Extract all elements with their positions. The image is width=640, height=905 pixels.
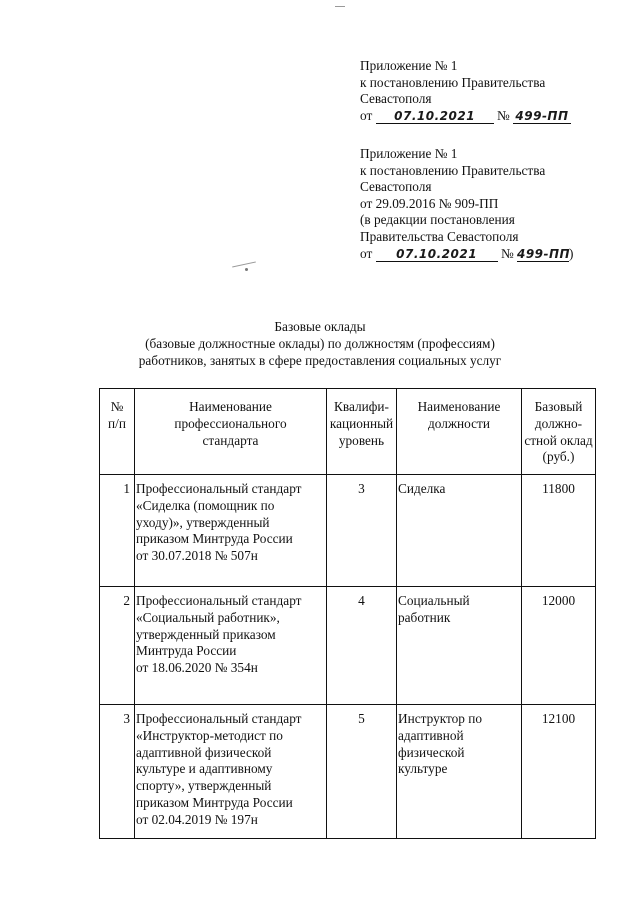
date-prefix: от: [360, 245, 373, 261]
closing-paren: ): [568, 245, 574, 261]
appendix-title: Приложение № 1: [360, 146, 458, 161]
header-standard: Наименование профессионального стандарта: [135, 389, 327, 475]
header-level: Квалифи- кационный уровень: [327, 389, 397, 475]
document-heading: [120, 318, 520, 369]
date-prefix: от: [360, 107, 373, 123]
handwritten-date: 07.10.2021: [376, 109, 494, 124]
row-number: 3: [100, 705, 135, 839]
header-position: Наименование должности: [397, 389, 522, 475]
header-salary: Базовый должно- стной оклад (руб.): [522, 389, 596, 475]
row-salary: 12000: [522, 587, 596, 705]
appendix-reference-city: Севастополя: [360, 91, 432, 107]
heading-line-2: (базовые должностные оклады) по должностям (профессиям): [145, 336, 495, 351]
appendix-date-line: [360, 108, 571, 125]
row-salary: 11800: [522, 475, 596, 587]
row-standard: Профессиональный стандарт «Инструктор-методист по адаптивной физической культуре и адаптивному спорту», утвержденный приказом Минтруда России от 02.04.2019 № 197н: [135, 705, 327, 839]
row-salary: 12100: [522, 705, 596, 839]
row-position: Сиделка: [397, 475, 522, 587]
appendix-original-date: от 29.09.2016 № 909-ПП: [360, 195, 499, 211]
row-standard: Профессиональный стандарт «Сиделка (помощник по уходу)», утвержденный приказом Минтруда России от 30.07.2018 № 507н: [135, 475, 327, 587]
row-level: 4: [327, 587, 397, 705]
row-number: 2: [100, 587, 135, 705]
appendix-reference: к постановлению Правительства: [360, 74, 546, 90]
appendix-reference-city: Севастополя: [360, 179, 432, 195]
handwritten-number: 499-ПП: [516, 246, 571, 261]
appendix-reference: к постановлению Правительства: [360, 162, 546, 178]
header-number: № п/п: [100, 389, 135, 475]
scan-artifact: [232, 262, 256, 268]
table-row: [100, 587, 596, 705]
handwritten-date: 07.10.2021: [376, 247, 498, 262]
appendix-revision-note: (в редакции постановления: [360, 212, 515, 228]
table-row: [100, 705, 596, 839]
row-position: Инструктор по адаптивной физической культуре: [397, 705, 522, 839]
salary-table: [99, 388, 596, 839]
heading-line-1: Базовые оклады: [274, 319, 366, 334]
appendix-date-line: [360, 246, 573, 263]
row-number: 1: [100, 475, 135, 587]
row-level: 5: [327, 705, 397, 839]
row-level: 3: [327, 475, 397, 587]
scan-artifact: [245, 268, 248, 271]
handwritten-number: 499-ПП: [513, 109, 571, 124]
table-row: [100, 475, 596, 587]
row-position: Социальный работник: [397, 587, 522, 705]
appendix-block-original: [360, 146, 573, 262]
number-prefix: №: [496, 107, 510, 123]
appendix-revision-authority: Правительства Севастополя: [360, 228, 519, 244]
scan-artifact: [335, 6, 345, 7]
heading-line-3: работников, занятых в сфере предоставления социальных услуг: [138, 353, 502, 368]
appendix-block-current: [360, 58, 571, 124]
table-header-row: [100, 389, 596, 475]
row-standard: Профессиональный стандарт «Социальный работник», утвержденный приказом Минтруда России от 18.06.2020 № 354н: [135, 587, 327, 705]
appendix-title: Приложение № 1: [360, 58, 458, 73]
number-prefix: №: [500, 245, 514, 261]
